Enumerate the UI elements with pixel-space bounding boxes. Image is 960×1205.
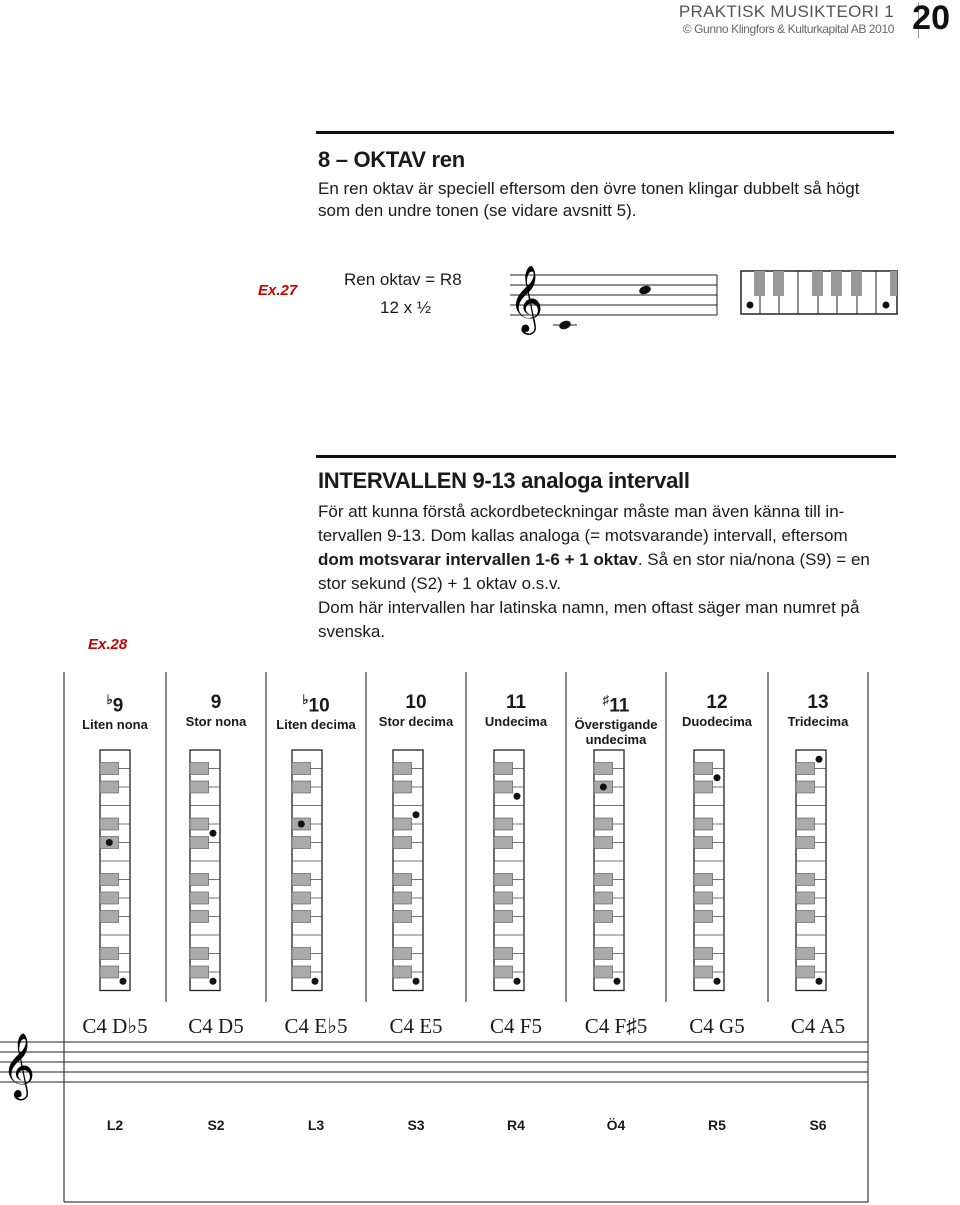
black-key xyxy=(494,781,513,793)
interval-name: Stor decima xyxy=(378,714,454,729)
black-key xyxy=(393,781,412,793)
interval-number: 11 xyxy=(505,692,527,713)
interval-number xyxy=(265,692,367,717)
simple-interval: L3 xyxy=(307,1117,325,1133)
black-key xyxy=(190,763,209,775)
keyboard-dot-upper xyxy=(298,821,305,828)
interval-name: Tridecima xyxy=(787,714,849,729)
body-text: . Så en stor nia/nona (S9) = en stor sekund (S2) + 1 oktav o.s.v. xyxy=(318,550,870,593)
interval-name: Överstigande undecima xyxy=(574,717,658,748)
black-key xyxy=(292,837,311,849)
black-key xyxy=(694,818,713,830)
simple-interval: L2 xyxy=(106,1117,124,1133)
black-key xyxy=(292,874,311,886)
simple-interval: R5 xyxy=(708,1117,726,1133)
interval-number: 12 xyxy=(706,692,728,713)
black-key xyxy=(796,781,815,793)
keyboard-dot-upper xyxy=(106,839,113,846)
keyboard-dot-c4 xyxy=(120,978,127,985)
note-pair: C4 E5 xyxy=(389,1014,443,1038)
black-key xyxy=(393,874,412,886)
keyboard-dot-c4 xyxy=(210,978,217,985)
interval-number: 9 xyxy=(210,692,222,713)
simple-interval: S3 xyxy=(407,1117,425,1133)
black-key xyxy=(100,948,119,960)
keyboard-dot-c4 xyxy=(514,978,521,985)
vertical-keyboard xyxy=(494,750,524,991)
black-key xyxy=(190,966,209,978)
black-key xyxy=(393,911,412,923)
keyboard-dot-c4 xyxy=(614,978,621,985)
vertical-keyboard xyxy=(100,750,130,991)
simple-interval: S2 xyxy=(207,1117,225,1133)
example-label: Ex.27 xyxy=(258,282,298,299)
black-key xyxy=(393,837,412,849)
body-text: För att kunna förstå ackordbeteckningar måste man även känna till in-tervallen 9-13. Dom kallas analoga (= motsvarande) intervall, eftersom xyxy=(318,502,848,545)
interval-number xyxy=(565,692,667,717)
simple-interval: S6 xyxy=(809,1117,827,1133)
note-pair: C4 F5 xyxy=(490,1014,542,1038)
interval-number: 13 xyxy=(807,692,829,713)
interval-name: Stor nona xyxy=(185,714,247,729)
piano-keyboard-icon xyxy=(740,270,898,315)
simple-interval: Ö4 xyxy=(606,1117,626,1133)
black-key xyxy=(694,948,713,960)
black-key xyxy=(190,948,209,960)
black-key xyxy=(594,966,613,978)
note-pair: C4 A5 xyxy=(790,1014,846,1038)
black-key xyxy=(796,818,815,830)
black-key xyxy=(190,818,209,830)
keyboard-dot-c4 xyxy=(714,978,721,985)
black-key xyxy=(494,874,513,886)
black-key xyxy=(190,781,209,793)
black-key xyxy=(393,818,412,830)
note-pair: C4 D♭5 xyxy=(82,1014,148,1038)
black-key xyxy=(100,818,119,830)
black-key xyxy=(292,966,311,978)
keyboard-dot-upper xyxy=(816,756,823,763)
number: 9 xyxy=(112,695,124,717)
interval-name: Duodecima xyxy=(681,714,753,729)
interval-header-13 xyxy=(767,692,869,729)
note-pair: C4 F♯5 xyxy=(584,1014,648,1038)
black-key xyxy=(594,874,613,886)
black-key xyxy=(190,874,209,886)
black-key xyxy=(100,911,119,923)
black-key xyxy=(190,911,209,923)
vertical-keyboard xyxy=(393,750,423,991)
interval-header-s11 xyxy=(565,692,667,747)
octave-staff xyxy=(505,255,720,335)
black-key xyxy=(292,911,311,923)
copyright: © Gunno Klingfors & Kulturkapital AB 2010 xyxy=(682,22,894,36)
vertical-keyboard xyxy=(594,750,624,991)
black-key xyxy=(393,948,412,960)
accidental: ♭ xyxy=(106,692,113,707)
black-key xyxy=(594,818,613,830)
staff-compound-intervals xyxy=(0,1032,960,1112)
section-rule xyxy=(316,131,894,134)
vertical-keyboard xyxy=(190,750,220,991)
black-key xyxy=(494,911,513,923)
vertical-keyboard xyxy=(694,750,724,991)
black-key xyxy=(796,892,815,904)
black-key xyxy=(100,966,119,978)
accidental: ♯ xyxy=(602,692,610,707)
black-key xyxy=(796,911,815,923)
black-key xyxy=(494,837,513,849)
treble-clef-icon: 𝄞 xyxy=(2,1033,36,1098)
black-key xyxy=(100,874,119,886)
example-caption: Ren oktav = R8 xyxy=(344,270,462,289)
black-key xyxy=(190,892,209,904)
keyboard-dot-c4 xyxy=(413,978,420,985)
black-key xyxy=(292,781,311,793)
book-title: PRAKTISK MUSIKTEORI 1 xyxy=(678,2,894,21)
example-caption-steps: 12 x ½ xyxy=(380,298,432,317)
simple-interval: R4 xyxy=(507,1117,525,1133)
interval-name: Liten nona xyxy=(82,717,148,733)
note-pair: C4 E♭5 xyxy=(284,1014,348,1038)
page-number: 20 xyxy=(912,0,950,37)
black-key xyxy=(292,948,311,960)
black-key xyxy=(594,948,613,960)
vertical-keyboard xyxy=(292,750,322,991)
black-key xyxy=(594,763,613,775)
accidental: ♭ xyxy=(302,692,309,707)
black-key xyxy=(393,966,412,978)
black-key xyxy=(292,892,311,904)
black-key xyxy=(190,837,209,849)
black-key xyxy=(494,966,513,978)
keyboard-dot-upper xyxy=(600,784,607,791)
black-key xyxy=(594,911,613,923)
black-key xyxy=(594,892,613,904)
black-key xyxy=(796,874,815,886)
body-text-bold: dom motsvarar intervallen 1-6 + 1 oktav xyxy=(318,550,638,569)
interval-number xyxy=(64,692,166,717)
keyboard-dot-upper xyxy=(714,774,721,781)
interval-header-9 xyxy=(165,692,267,729)
black-key xyxy=(494,892,513,904)
black-key xyxy=(694,966,713,978)
black-key xyxy=(494,948,513,960)
black-key xyxy=(694,892,713,904)
black-key xyxy=(694,781,713,793)
interval-header-b10 xyxy=(265,692,367,732)
interval-header-10 xyxy=(365,692,467,729)
keyboard-dot-c4 xyxy=(816,978,823,985)
interval-header-11 xyxy=(465,692,567,729)
interval-name: Liten decima xyxy=(276,717,356,733)
vertical-keyboard xyxy=(796,750,826,991)
black-key xyxy=(694,911,713,923)
number: 10 xyxy=(308,695,330,717)
vertical-keyboards xyxy=(0,748,960,1003)
section-body-intervals xyxy=(318,500,888,644)
interval-header-b9 xyxy=(64,692,166,732)
section-title-intervals: INTERVALLEN 9-13 analoga intervall xyxy=(318,468,690,493)
note-c4 xyxy=(558,319,572,331)
black-key xyxy=(796,837,815,849)
black-key xyxy=(694,763,713,775)
black-key xyxy=(292,763,311,775)
keyboard-dot-upper xyxy=(413,811,420,818)
black-key xyxy=(494,818,513,830)
section-title-octave: 8 – OKTAV ren xyxy=(318,147,465,172)
black-key xyxy=(694,874,713,886)
black-key xyxy=(100,781,119,793)
staff-simple-intervals xyxy=(0,1135,960,1205)
keyboard-dot-c4 xyxy=(312,978,319,985)
black-key xyxy=(694,837,713,849)
number: 11 xyxy=(609,695,630,717)
black-key xyxy=(796,948,815,960)
keyboard-dot-upper xyxy=(210,830,217,837)
example-label-28: Ex.28 xyxy=(88,636,128,653)
note-pair: C4 G5 xyxy=(689,1014,745,1038)
section-body-octave: En ren oktav är speciell eftersom den övre tonen klingar dubbelt så högt som den undre tonen (se vidare avsnitt 5). xyxy=(318,179,860,220)
black-key xyxy=(393,763,412,775)
black-key xyxy=(594,837,613,849)
black-key xyxy=(100,763,119,775)
interval-header-12 xyxy=(666,692,768,729)
black-key xyxy=(393,892,412,904)
body-text: Dom här intervallen har latinska namn, men oftast säger man numret på svenska. xyxy=(318,598,860,641)
black-key xyxy=(494,763,513,775)
interval-name: Undecima xyxy=(484,714,548,729)
black-key xyxy=(796,966,815,978)
black-key xyxy=(796,763,815,775)
black-key xyxy=(100,892,119,904)
note-c5 xyxy=(638,284,652,296)
keyboard-dot-upper xyxy=(514,793,521,800)
section-rule-2 xyxy=(316,455,896,458)
treble-clef-icon: 𝄞 xyxy=(509,264,544,332)
interval-number: 10 xyxy=(405,692,427,713)
note-pair: C4 D5 xyxy=(188,1014,244,1038)
